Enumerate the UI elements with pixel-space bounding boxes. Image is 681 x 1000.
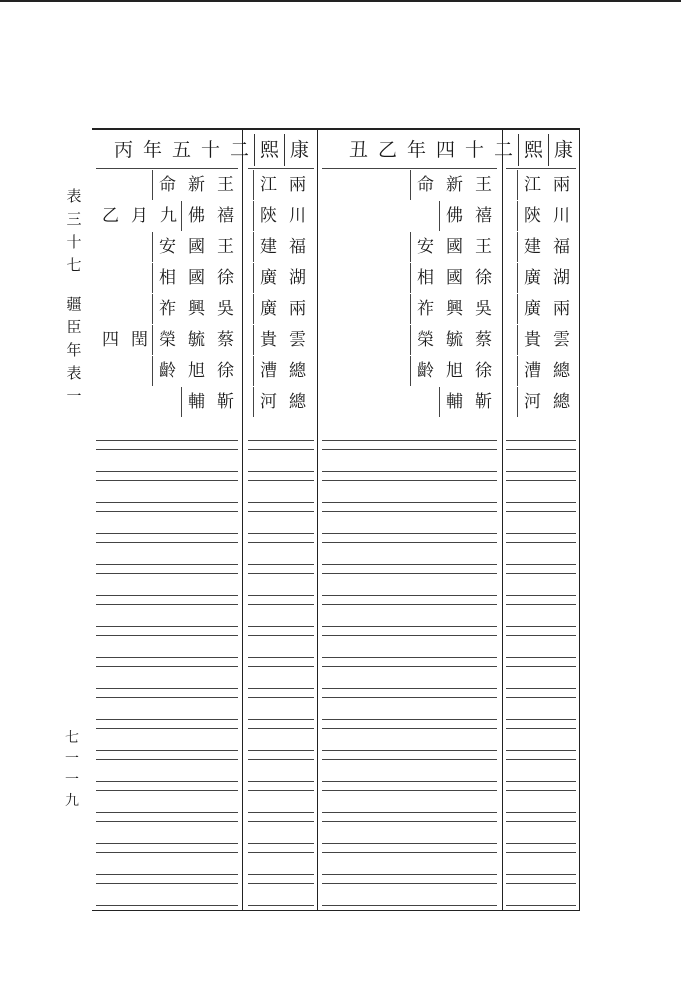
side-title-char: 臣 [66,318,82,336]
left-official-char: 相 [152,263,182,293]
row-rule [506,542,576,543]
row-rule [506,781,576,782]
right-office-char: 漕 [517,356,547,386]
left-office-char: 總 [289,392,306,412]
heading-char: 年 [406,139,426,161]
row-rule [96,728,238,729]
side-title-char: 年 [66,341,82,359]
row-rule [322,471,497,472]
row-rule [322,790,497,791]
left-official [150,356,240,386]
right-official [392,232,498,262]
row-rule [96,502,238,503]
left-office [248,387,312,417]
row-rule [506,657,576,658]
row-rule [322,843,497,844]
right-official-char: 徐 [475,268,492,288]
row-rule [248,573,314,574]
right-office-char: 河 [517,387,547,417]
left-official-char: 徐 [217,268,234,288]
row-rule [506,883,576,884]
page-number-char: 一 [65,751,79,767]
row-rule [96,697,238,698]
row-rule [506,604,576,605]
row-rule [322,449,497,450]
right-official-char: 祚 [410,294,440,324]
left-official-char: 命 [152,170,182,200]
left-office-char: 雲 [289,330,306,350]
right-office [506,294,576,324]
right-office [506,201,576,231]
right-office [506,325,576,355]
row-rule [506,502,576,503]
row-rule [248,821,314,822]
right-office-char: 廣 [517,294,547,324]
row-rule [248,750,314,751]
row-rule [248,666,314,667]
row-rule [248,635,314,636]
row-rule [322,480,497,481]
row-rule [248,852,314,853]
row-rule [322,759,497,760]
side-title-char: 疆 [66,295,82,313]
row-rule [96,533,238,534]
row-rule [248,843,314,844]
row-rule [506,905,576,906]
row-rule [248,511,314,512]
row-rule [96,511,238,512]
row-rule [506,688,576,689]
row-rule [322,883,497,884]
row-rule [322,666,497,667]
right-official-char: 安 [410,232,440,262]
row-rule [322,874,497,875]
row-rule [96,688,238,689]
right-office-char: 兩 [553,299,570,319]
row-rule [96,604,238,605]
heading-char: 二 [229,139,249,161]
row-rule [96,440,238,441]
row-rule [248,688,314,689]
left-official-char: 國 [188,237,205,257]
row-rule [322,728,497,729]
right-office-char: 雲 [553,330,570,350]
row-rule [96,883,238,884]
center-divider [317,130,318,910]
row-rule [96,626,238,627]
row-rule [96,759,238,760]
left-office-char: 湖 [289,268,306,288]
heading-char: 十 [464,139,484,161]
row-rule [506,719,576,720]
row-rule [248,812,314,813]
row-rule [248,502,314,503]
right-office [506,356,576,386]
left-office-char: 貴 [253,325,283,355]
left-note-char: 乙 [102,206,119,226]
side-title-char: 三 [66,210,82,228]
heading-char: 乙 [377,139,397,161]
row-rule [248,595,314,596]
left-official-char: 吳 [217,299,234,319]
left-year-heading [92,134,314,166]
row-rule [506,874,576,875]
side-title-char: 表 [66,187,82,205]
right-official-char: 毓 [446,330,463,350]
row-rule [96,812,238,813]
left-office-char: 川 [289,206,306,226]
right-office [506,263,576,293]
left-official-char: 祚 [152,294,182,324]
row-rule [248,440,314,441]
top-rule [0,0,681,2]
row-rule [248,471,314,472]
row-rule [506,697,576,698]
row-rule [248,905,314,906]
right-official-char: 旭 [446,361,463,381]
left-office [248,232,312,262]
row-rule [322,821,497,822]
row-rule [248,626,314,627]
row-rule [322,750,497,751]
left-official-char: 靳 [217,392,234,412]
right-office-char: 川 [553,206,570,226]
right-column-divider [502,130,503,910]
row-rule [322,657,497,658]
left-office-char: 河 [253,387,283,417]
right-official-char: 國 [446,237,463,257]
left-office [248,294,312,324]
right-office-char: 陝 [517,201,547,231]
side-title-char: 十 [66,233,82,251]
heading-char: 十 [200,139,220,161]
left-official-char: 旭 [188,361,205,381]
row-rule [506,759,576,760]
heading-char: 熙 [254,134,284,166]
row-rule [248,168,314,169]
right-office-char: 湖 [553,268,570,288]
row-rule [322,905,497,906]
left-official [150,387,240,417]
left-official [150,170,240,200]
right-official-char: 齡 [410,356,440,386]
row-rule [248,449,314,450]
row-rule [248,604,314,605]
left-official-char: 王 [217,237,234,257]
row-rule [96,843,238,844]
left-office-char: 廣 [253,294,283,324]
row-rule [506,168,576,169]
right-official-char: 王 [475,175,492,195]
row-rule [506,750,576,751]
row-rule [322,533,497,534]
row-rule [248,790,314,791]
right-edge [579,130,580,910]
heading-char: 四 [435,139,455,161]
right-official-char: 徐 [475,361,492,381]
row-rule [248,480,314,481]
row-rule [322,564,497,565]
left-official-char: 國 [188,268,205,288]
row-rule [322,502,497,503]
left-official-char: 禧 [217,206,234,226]
row-rule [96,449,238,450]
heading-char: 丙 [113,139,133,161]
row-rule [96,666,238,667]
row-rule [96,750,238,751]
left-official [150,232,240,262]
row-rule [506,595,576,596]
left-official-char: 齡 [152,356,182,386]
row-rule [248,564,314,565]
left-office [248,201,312,231]
right-office [506,170,576,200]
right-official [392,387,498,417]
left-office [248,325,312,355]
row-rule [96,821,238,822]
row-rule [506,573,576,574]
row-rule [96,595,238,596]
row-rule [506,843,576,844]
row-rule [248,697,314,698]
right-office-char: 總 [553,361,570,381]
row-rule [322,688,497,689]
row-rule [322,595,497,596]
row-rule [322,852,497,853]
right-office-char: 江 [517,170,547,200]
row-rule [248,657,314,658]
left-official [150,263,240,293]
left-official-char: 毓 [188,330,205,350]
left-official-char: 蔡 [217,330,234,350]
row-rule [248,781,314,782]
left-office-char: 廣 [253,263,283,293]
row-rule [96,905,238,906]
table-frame [92,128,580,911]
right-official-char: 佛 [439,201,469,231]
right-office-char: 兩 [553,175,570,195]
row-rule [506,626,576,627]
right-official-char: 禧 [475,206,492,226]
left-official-char: 安 [152,232,182,262]
left-office [248,263,312,293]
row-rule [506,511,576,512]
left-official-char: 輔 [181,387,211,417]
row-rule [506,728,576,729]
row-rule [96,781,238,782]
row-rule [248,728,314,729]
left-official-char: 新 [188,175,205,195]
page-number-char: 一 [65,772,79,788]
row-rule [506,533,576,534]
row-rule [322,812,497,813]
heading-char: 丑 [348,139,368,161]
side-title [64,185,84,408]
side-title-char: 表 [66,364,82,382]
row-rule [96,635,238,636]
heading-char: 二 [493,139,513,161]
page-number-char: 九 [65,793,79,809]
right-official [392,356,498,386]
left-official-char: 榮 [152,325,182,355]
left-official-char: 王 [217,175,234,195]
left-official [150,294,240,324]
row-rule [96,719,238,720]
right-office [506,387,576,417]
row-rule [506,564,576,565]
right-official-char: 蔡 [475,330,492,350]
right-official [392,263,498,293]
left-note-char: 月 [131,206,148,226]
row-rule [96,480,238,481]
heading-char: 康 [284,134,314,166]
row-rule [506,471,576,472]
row-rule [248,759,314,760]
row-rule [506,449,576,450]
right-office [506,232,576,262]
row-rule [96,790,238,791]
row-rule [322,168,497,169]
row-rule [322,440,497,441]
left-column-divider [242,130,243,910]
row-rule [322,573,497,574]
right-office-char: 廣 [517,263,547,293]
row-rule [506,852,576,853]
row-rule [322,697,497,698]
heading-char: 年 [142,139,162,161]
right-official [392,294,498,324]
left-official [150,325,240,355]
left-office-char: 江 [253,170,283,200]
right-official [392,170,498,200]
row-rule [322,604,497,605]
row-rule [322,719,497,720]
row-rule [322,626,497,627]
right-office-char: 貴 [517,325,547,355]
page-number [62,728,82,812]
row-rule [96,874,238,875]
row-rule [322,542,497,543]
left-office-char: 福 [289,237,306,257]
row-rule [506,821,576,822]
left-note [96,325,154,355]
row-rule [96,852,238,853]
left-official-char: 佛 [181,201,211,231]
row-rule [248,533,314,534]
row-rule [322,781,497,782]
heading-char: 五 [171,139,191,161]
right-official-char: 新 [446,175,463,195]
row-rule [248,883,314,884]
right-official-char: 靳 [475,392,492,412]
left-note-char: 九 [160,206,177,226]
right-office-char: 福 [553,237,570,257]
row-rule [506,635,576,636]
row-rule [506,812,576,813]
right-official [392,325,498,355]
row-rule [506,790,576,791]
heading-char: 康 [548,134,578,166]
row-rule [96,168,238,169]
left-note [96,201,177,231]
right-official-char: 相 [410,263,440,293]
heading-char: 熙 [518,134,548,166]
left-office-char: 兩 [289,299,306,319]
left-office [248,170,312,200]
row-rule [322,635,497,636]
left-official-char: 徐 [217,361,234,381]
right-official-char: 榮 [410,325,440,355]
row-rule [506,666,576,667]
right-official-char: 輔 [439,387,469,417]
side-title-char: 一 [66,387,82,405]
row-rule [506,440,576,441]
row-rule [96,542,238,543]
right-official-char: 國 [446,268,463,288]
right-official-char: 命 [410,170,440,200]
left-office-char: 建 [253,232,283,262]
left-office-char: 漕 [253,356,283,386]
row-rule [248,719,314,720]
right-official-char: 吳 [475,299,492,319]
row-rule [248,542,314,543]
left-office-char: 總 [289,361,306,381]
right-official [392,201,498,231]
row-rule [322,511,497,512]
side-title-char: 七 [66,256,82,274]
page-number-char: 七 [65,730,79,746]
right-office-char: 總 [553,392,570,412]
right-official-char: 王 [475,237,492,257]
left-office [248,356,312,386]
row-rule [96,573,238,574]
row-rule [96,564,238,565]
left-official-char: 興 [188,299,205,319]
row-rule [506,480,576,481]
row-rule [248,874,314,875]
left-note-char: 閏 [131,330,148,350]
right-office-char: 建 [517,232,547,262]
right-official-char: 興 [446,299,463,319]
right-year-heading [320,134,578,166]
left-office-char: 陝 [253,201,283,231]
left-note-char: 四 [102,330,119,350]
row-rule [96,657,238,658]
left-office-char: 兩 [289,175,306,195]
row-rule [96,471,238,472]
